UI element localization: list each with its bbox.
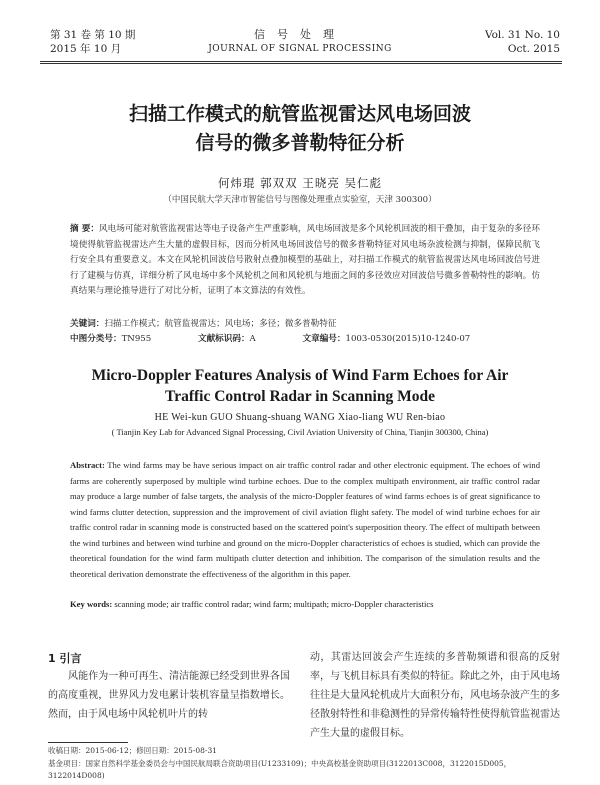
footnote-fund: 基金项目：国家自然科学基金委员会与中国民航局联合资助项目(U1233109)；中央高校基金资助项目(3122013C008，3122015D005，3122014D008) [48,758,512,780]
article-number [303,334,493,344]
journal-name-cn: 信号处理 [254,28,346,41]
doc-code [198,334,278,344]
abstract-cn-text: 风电场可能对航管监视雷达等电子设备产生严重影响，风电场回波是多个风轮机回波的相干叠加，由于复杂的多径环境使得航管监视雷达产生大量的虚假目标，因而分析风电场回波信号的微多普勒特征对风电场杂波检测与抑制，保障民航飞行安全具有重要意义。本文在风轮机回波信号散射点叠加模型的基础上，对扫描工作模式的航管监视雷达风电场回波信号进行了建模与仿真，详细分析了风电场中多个风轮机之间和风轮机与地面之间的多径效应对回波信号微多普勒特性的影响。仿真结果与理论推导进行了对比分析，证明了本文算法的有效性。 [70,224,540,297]
abstract-cn-label: 摘 要： [70,224,99,234]
journal-name-en: JOURNAL OF SIGNAL PROCESSING [208,44,392,54]
affiliation-cn: （中国民航大学天津市智能信号与图像处理重点实验室，天津 300300） [163,195,437,205]
title-cn-line2: 信号的微多普勒特征分析 [195,132,405,154]
keywords-cn-text: 扫描工作模式；航管监视雷达；风电场；多径；微多普勒特征 [104,319,337,329]
paper-title-en [0,365,600,407]
keywords-en-text: scanning mode; air traffic control radar; wind farm; multipath; micro-Doppler characteristics [112,599,434,609]
abstract-en-label: Abstract: [70,460,105,470]
header-right [485,28,560,56]
header-volume-en: Vol. 31 No. 10 [484,29,560,41]
clc-label: 中图分类号： [70,334,122,344]
affiliation-en: ( Tianjin Key Lab for Advanced Signal Processing, Civil Aviation University of China, Tianjin 300300, China) [111,427,489,437]
header-rule-thin [40,63,562,64]
article-label: 文章编号： [302,334,346,344]
authors-cn: 何炜琨 郭双双 王晓亮 吴仁彪 [218,176,382,190]
header-volume-cn: 第 31 卷 第 10 期 [50,29,136,41]
abstract-cn [70,222,540,300]
footnote [48,745,558,783]
body-column-right: 动，其雷达回波会产生连续的多普勒频谱和很高的反射率，与飞机目标具有类似的特征。除此之外，由于风电场往往是大量风轮机成片大面积分布，风电场杂波产生的多径散射特性和非稳测性的异常传输特性使得航管监视雷达产生大量的虚假目标。 [310,652,560,739]
running-header [0,28,600,60]
authors-en: HE Wei-kun GUO Shuang-shuang WANG Xiao-liang WU Ren-biao [154,412,446,423]
keywords-cn-label: 关键词： [70,319,105,329]
body-column-left: 风能作为一种可再生、清洁能源已经受到世界各国的高度重视，世界风力发电累计装机容量呈指数增长。然而，由于风电场中风轮机叶片的转 [48,671,290,720]
article-value: 1003-0530(2015)10-1240-07 [345,334,471,344]
footnote-rule [48,742,128,743]
doc-label: 文献标识码： [197,334,250,344]
doc-value: A [249,334,256,344]
keywords-en-label: Key words: [70,599,113,609]
clc-number [70,334,173,344]
header-rule-thick [40,61,562,62]
title-en-line1: Micro-Doppler Features Analysis of Wind Farm Echoes for Air [91,367,509,384]
title-en-line2: Traffic Control Radar in Scanning Mode [165,388,435,405]
title-cn-line1: 扫描工作模式的航管监视雷达风电场回波 [128,103,471,125]
footnote-received: 收稿日期：2015-06-12；修回日期：2015-08-31 [48,746,217,755]
header-date-cn: 2015 年 10 月 [50,43,122,55]
abstract-en-text: The wind farms may be have serious impact on air traffic control radar and other electronic equipment. The echoes of wind farms are coherently superposed by multiple wind turbine echoes. Due to the complex multipath environment, air traffic control radar may produce a large number of false targets, the analysis of the micro-Doppler features of wind farms echoes is of great significance to wind farms clutter detection, suppression and the improvement of civil aviation flight safety. The model of wind turbine echoes for air traffic control radar in scanning mode is constructed based on the scattered point's superposition theory. The effect of multipath between the wind turbines and between wind turbine and ground on the micro-Doppler characteristics of echoes is studied, which can provide the theoretical foundation for the wind farm multipath clutter detection and inhibition. The comparison of the simulation results and the theoretical derivation demonstrate the effectiveness of the algorithm in this paper. [70,460,540,579]
keywords-cn [70,318,540,331]
clc-value: TN955 [121,334,152,344]
section-heading-introduction: 1 引言 [48,652,82,665]
keywords-en [70,598,540,611]
header-date-en: Oct. 2015 [507,43,560,55]
abstract-en [70,458,540,582]
paper-title-cn [0,100,600,158]
classification-ids [70,333,540,346]
